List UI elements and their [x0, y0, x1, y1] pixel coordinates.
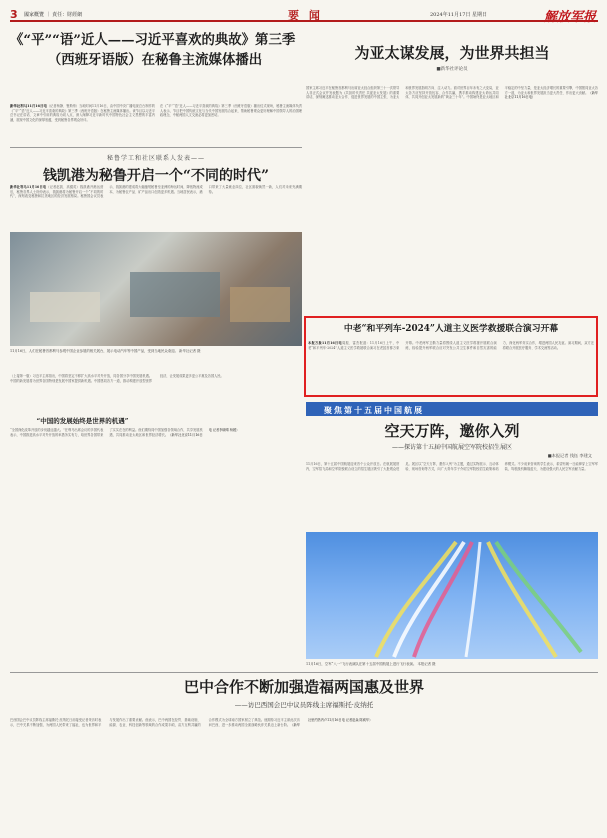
article-body — [10, 374, 302, 414]
article-body-text: 巴西国会巴中议员阵线主席福斯托·皮纳托日前接受记者采访时表示，巴中关系不断加强，为两国人民带来了福祉，也为世界和平与发展作出了重要贡献。他表示，巴中两国在经贸、基础设施、能源、农业、科技创新等领域的合作成果丰硕，双方互利共赢的合作模式为全球南方国家树立了典范。他期待习近平主席此次访问巴西，进一步推动两国全面战略伙伴关系迈上新台阶。 — [10, 718, 300, 727]
article-byline-end: （新华社北京11月16日电） — [504, 90, 598, 100]
article-byline: 本报万象11月16日电 — [308, 341, 342, 345]
article-title: 钱凯港为秘鲁开启一个“不同的时代” — [42, 168, 270, 184]
photo-caption: 11月16日，人们在秘鲁首都利马参观中国企业参展的相关展台，展示电动汽车等中国产品，受到当地民众欢迎。 新华社记者 摄 — [10, 349, 201, 353]
section-title: 要 闻 — [288, 9, 323, 22]
issue-date: 2024年11月17日 星期日 — [430, 12, 488, 18]
article-body-cont: 在《“平”“语”近人——习近平喜欢的典故》第三季（西班牙语版）播出仪式现场，秘鲁主流媒体负责人表示，节目把中国传统文化与当代中国发展结合起来，帮助秘鲁观众更好理解中国领导人的治国理政理念，中秘两国人文交流必将更加密切。 — [160, 104, 302, 118]
article-byline: 新华社利马11月16日电 — [10, 104, 47, 108]
article-byline: 新华社利马11月16日电 — [10, 185, 47, 189]
brazil-china-article — [10, 676, 598, 709]
article-subtitle: ——访巴西国会巴中议员阵线主席福斯托·皮纳托 — [234, 701, 374, 709]
article-byline: ■本报记者 钱钰 李建文 — [547, 453, 592, 458]
article-body — [10, 104, 155, 144]
article-ping-yu-jin-ren — [10, 30, 300, 70]
page-header — [10, 6, 598, 25]
article-subtitle: ■新华社评论员 — [436, 67, 468, 72]
article-byline-end: （新华社北京11月16日电 记者李晓晴 杨媛） — [168, 428, 240, 437]
article-title-line1: 《“平”“语”近人——习近平喜欢的典故》第三季 — [10, 32, 296, 48]
news-photo-expo — [10, 232, 302, 346]
aerobatic-smoke-trails — [306, 532, 598, 659]
divider — [10, 147, 302, 148]
photo-caption: 11月16日，空军“八一”飞行表演队在第十五届中国航展上进行飞行表演。 本报记者 摄 — [306, 662, 436, 666]
article-subtitle: ——探访第十五届中国航展空军院校招生展区 — [391, 444, 512, 451]
article-body: 11月16日，第十五届中国航展迎来首个公众开放日。在航展展馆内，空军招飞局和空军院校联合设立的招生展区吸引了大批观众驻足。展区以“空天万阵，邀你入列”为主题，通过实物展示、互动体验、现场咨询等方式，向广大青年学子介绍空军院校招生政策和培养模式。不少前来咨询的学生表示，希望有朝一日能够穿上空军军装，驾驶战机翱翔蓝天，为建设强大的人民空军贡献力量。 — [306, 462, 598, 471]
article-title-line2: （西班牙语版）在秘鲁主流媒体播出 — [47, 52, 263, 68]
article-body — [306, 86, 598, 311]
article-byline-end: （新华社里约热内卢11月16日电 记者赵焱 陈威华） — [290, 718, 373, 727]
newspaper-logo: 解放军报 — [543, 10, 596, 25]
article-body-text: 周振、雷杰报道：11月16日上午，中老“和平列车-2024”人道主义医学救援联合演习在老挝首都万象开幕。中老两军卫勤力量将围绕人道主义医学救援开展联合演练，检验提升两军联合应对突发公共卫生事件和自然灾害的能力，深化两军务实合作，增进两国人民友谊。演习期间，双方还将联合开展医疗服务、学术交流等活动。 — [308, 341, 594, 350]
article-title: 中老“和平列车-2024”人道主义医学救援联合演习开幕 — [343, 324, 559, 334]
article-body-cont — [10, 428, 302, 556]
article-body-text: “全国深化改革开放的步伐越迈越大。”在利马出席会议的多国代表表示，中国推进高水平对外开放的举措务实有力，给世界各国带来了实实在在的利益。他们期待同中国加强各领域合作，共享发展机遇，共同推动亚太地区和世界经济增长。 — [10, 428, 203, 437]
divider — [10, 672, 598, 673]
page-number: 3 — [10, 8, 18, 21]
article-body-text: 习近平主席指出，中国将坚定不移扩大高水平对外开放，同各国分享中国发展机遇。中国的新发展将为世界各国特别是发展中国家提供新机遇。中国愿同各方一道，推动构建开放型世界经济，让发展成果更多更公平惠及各国人民。 — [10, 374, 224, 383]
article-title: 空天万阵，邀你入列 — [384, 422, 520, 440]
article-continued-tag: （上接第一版） — [10, 374, 33, 378]
article-title: 巴中合作不断加强造福两国惠及世界 — [183, 678, 424, 696]
article-body — [308, 341, 594, 393]
article-kicker: 秘鲁学工和社区联系人发表—— — [106, 155, 205, 162]
topic-banner: 聚焦第十五届中国航展 — [306, 402, 598, 416]
commentary-article — [306, 42, 598, 72]
article-body-text: （记者杨静、鲁斯蒂）当地时间11月16日，由中国中央广播电视总台制作的《“平”“语”近人——习近平喜欢的典故》第三季（西班牙语版）在秘鲁主流媒体播出。该节目以习近平总书记在讲话、文章中引用的典故为切入点，深入阐释习近平新时代中国特色社会主义思想的丰富内涵，展现中国文化的深厚底蕴，受到秘鲁各界观众好评。 — [10, 104, 155, 122]
page-editor-info: 國家概覽 ｜ 責任：財經網 — [24, 12, 83, 18]
airshow-article — [306, 420, 598, 459]
article-body — [10, 185, 302, 227]
article-title: 为亚太谋发展，为世界共担当 — [354, 44, 550, 62]
article-body-text: 国家主席习近平在秘鲁首都利马出席亚太经合组织第三十一次领导人非正式会议并发表题为《共担时代责任 共促亚太发展》的重要讲话，深刻阐述推动亚太合作、促进世界发展的中国主张，为亚太和世界发展指明方向、注入动力。面对世界百年未有之大变局，亚太各方应坚持开放包容、合作共赢，携手推动构建亚太命运共同体，共同开创亚太发展新的“黄金三十年”。中国始终是亚太地区和平稳定的中坚力量，是亚太经济增长的重要引擎，中国愿同亚太各方一道，为亚太和世界发展担当更大责任、作出更大贡献。 — [306, 86, 598, 100]
airshow-photo — [306, 532, 598, 659]
article-body-text: （记者赵凯、高健英）钱凯港开港运营后，秘鲁各界人士纷纷表示，钱凯港将为秘鲁开启一个“不同的时代”，深刻改变秘鲁和拉美地区的经济发展格局。秘鲁国会议员表示，钱凯港的建成将大幅缩短秘鲁至亚洲的海运时间，降低物流成本，为秘鲁农产品、矿产品出口创造更多机遇。当地居民表示，港口带来了大量就业岗位，社区面貌焕然一新，人们对未来充满期待。 — [10, 185, 302, 199]
article-qiankai-port — [10, 153, 302, 186]
article-body — [10, 718, 598, 828]
article-subhead: “中国的发展始终是世界的机遇” — [36, 417, 129, 425]
